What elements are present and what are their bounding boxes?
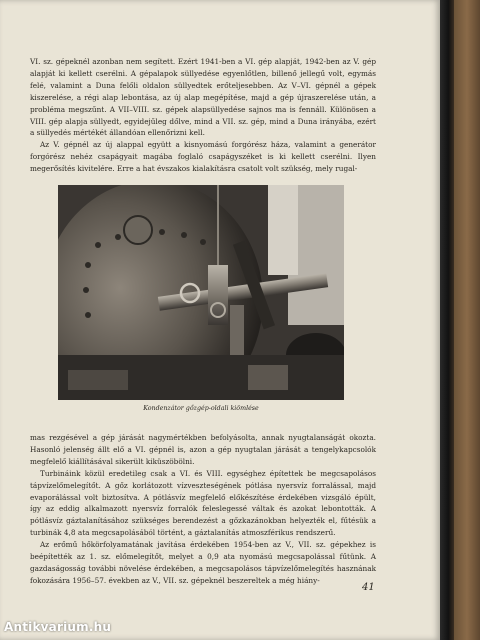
watermark: Antikvarium.hu	[4, 620, 112, 634]
condenser-photo	[58, 185, 344, 400]
paragraph: VI. sz. gépeknél azonban nem segített. Ezért 1941-ben a VI. gép alapját, 1942-ben az V. gép alapját ki kellett cserélni. A gépalapok süllyedése egyenlőtlen, billenő jellegű volt, egymás felé, valamint a Duna felőli oldalon süllyedtek erőteljesebben. Az V–VI. gépnél a gépek kiszerelése, a régi alap lebontása, az új alap megépítése, majd a gép újraszerelése után, a probléma megszűnt. A VII–VIII. sz. gépek alapsüllyedése sajnos ma is fennáll. Különösen a VIII. gép alapja süllyedt, egyidejűleg dőlve, mind a VII. sz. gép, mind a Duna irányába, ezért a süllyedés mértékét állandóan ellenőrizni kell.	[30, 57, 376, 138]
condenser-photo-image	[58, 185, 344, 400]
photo-caption: Kondenzátor gőzgép-oldali kiömlése	[143, 405, 259, 412]
page-number: 41	[362, 582, 375, 593]
top-text-block	[30, 56, 376, 175]
paragraph: Turbináink közül eredetileg csak a VI. és VIII. egységhez építettek be megcsapolásos tápvízelőmelegítőt. A gőz korlátozott vízveszteségének pótlása nyersvíz forralással, majd evaporálással volt biztosítva. A pótlásvíz megfelelő előkészítése érdekében vizsgáló épült, így az eddig alkalmazott nyersvíz forralók feleslegessé váltak és azokat lebontották. A pótlásvíz gáztalanításához szükséges berendezést a gőzkazánokban helyezték el, fűtésük a turbinák 4,8 ata megcsapolásából történt, a gáztalanítás atmoszférikus rendszerű.	[30, 468, 376, 538]
bottom-text-block	[30, 432, 376, 587]
paragraph: Az V. gépnél az új alappal együtt a kisnyomású forgórész háza, valamint a generátor forgórész nehéz csapágyait magába foglaló csapágyszéket is ki kellett cserélni. Ilyen megerősítés kivitelére. Erre a hat évszakos kialakításra csatolt volt szükség, mely rugal-	[30, 140, 376, 174]
paragraph: mas rezgésével a gép járását nagymértékben befolyásolta, annak nyugtalanságát okozta. Hasonló jelenség állt elő a VI. gépnél is, azon a gép nyugtalan járását a tengelykapcsolók megfelelő kiállításával sikerült kiküszöbölni.	[30, 433, 376, 466]
book-cover-edge	[454, 0, 480, 640]
paragraph: Az erőmű hőkörfolyamatának javítása érdekében 1954-ben az V., VII. sz. gépekhez is beépítették az 1. sz. előmelegítőt, melyet a 0,9 ata nyomású megcsapolással fűtünk. A gazdaságosság további növelése érdekében, a megcsapolásos tápvízelőmelegítés hasznának fokozására 1956–57. években az V., VII. sz. gépeknél beszereltek a még hiány-	[30, 540, 376, 585]
book-spine	[440, 0, 454, 640]
